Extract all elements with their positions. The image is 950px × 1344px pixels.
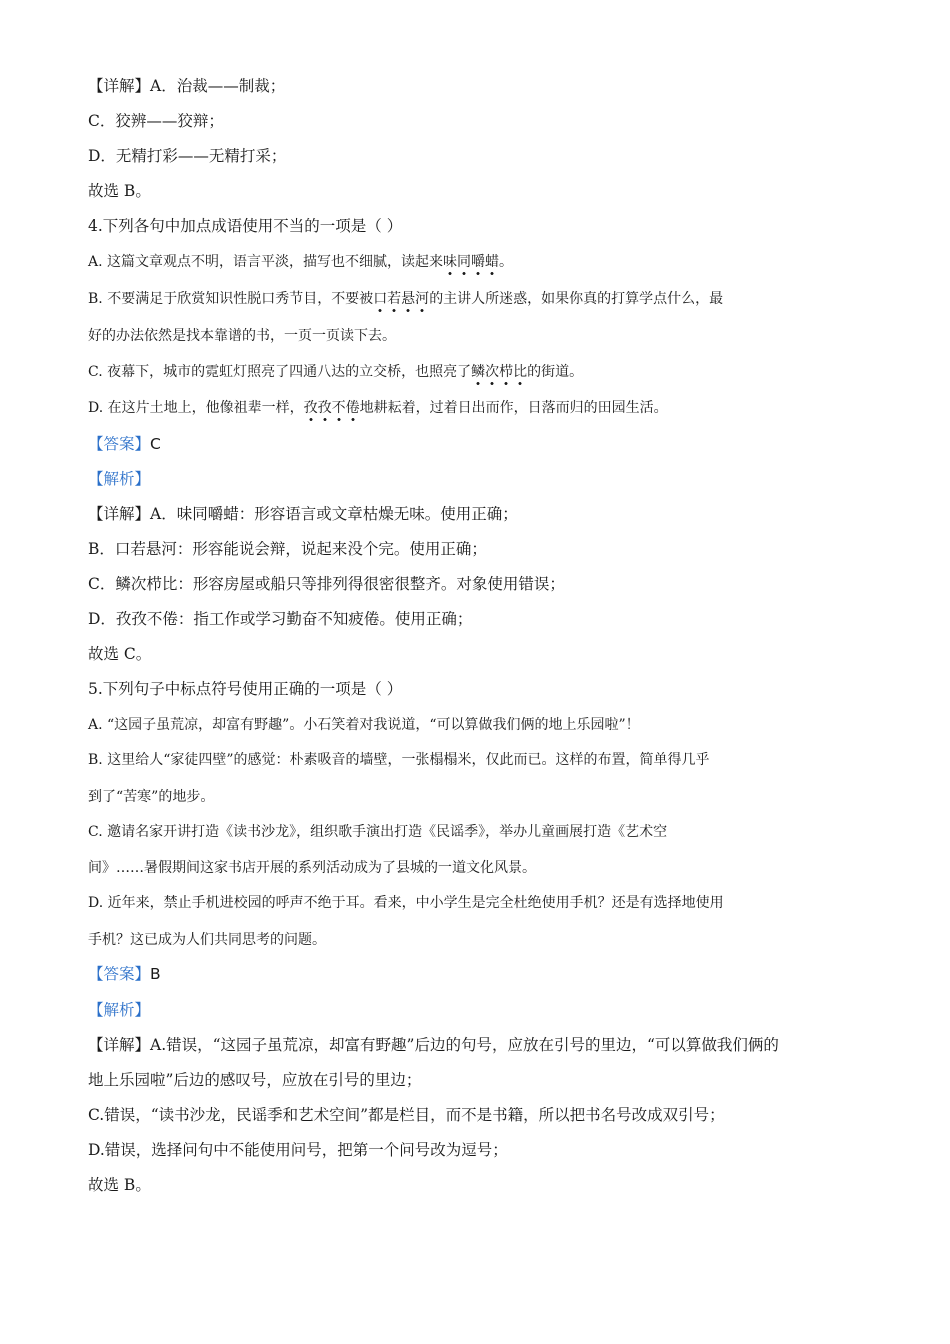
q4-detail-c: C．鳞次栉比：形容房屋或船只等排列得很密很整齐。对象使用错误； [88, 575, 565, 593]
q5-choose: 故选 B。 [88, 1176, 151, 1194]
q4-detail-a: 【详解】A．味同嚼蜡：形容语言或文章枯燥无味。使用正确； [88, 505, 518, 523]
question-4-stem: 4.下列各句中加点成语使用不当的一项是（ ） [88, 217, 403, 235]
option-text: B. 不要满足于欣赏知识性脱口秀节目，不要被 [88, 291, 374, 307]
q5-option-a: A. “这园子虽荒凉，却富有野趣”。小石笑着对我说道，“可以算做我们俩的地上乐园啦”！ [88, 717, 640, 733]
q5-option-c: C. 邀请名家开讲打造《读书沙龙》，组织歌手演出打造《民谣季》，举办儿童画展打造《艺术空 [88, 824, 668, 840]
q4-option-b-cont: 好的办法依然是找本靠谱的书，一页一页读下去。 [88, 328, 396, 344]
q5-analysis-label: 【解析】 [88, 1001, 151, 1019]
choose-line: 故选 B。 [88, 182, 151, 200]
q5-option-b: B. 这里给人“家徒四壁”的感觉：朴素吸音的墙壁，一张榻榻米，仅此而已。这样的布置，简单得几乎 [88, 752, 710, 768]
q4-choose: 故选 C。 [88, 645, 152, 663]
q5-detail-d: D.错误，选择问句中不能使用问号，把第一个问号改为逗号； [88, 1141, 508, 1159]
q4-option-c [88, 362, 583, 382]
dotted-idiom: 味同嚼蜡 [443, 254, 499, 276]
dotted-idiom: 鳞次栉比 [471, 364, 527, 386]
answer-value: C [150, 435, 161, 453]
detail-line: C．狡辨——狡辩； [88, 112, 224, 130]
dotted-idiom: 口若悬河 [373, 291, 429, 313]
q4-detail-b: B．口若悬河：形容能说会辩，说起来没个完。使用正确； [88, 540, 487, 558]
option-text: A. 这篇文章观点不明，语言平淡，描写也不细腻，读起来 [88, 254, 444, 270]
question-5-stem: 5.下列句子中标点符号使用正确的一项是（ ） [88, 680, 403, 698]
q4-detail-d: D．孜孜不倦：指工作或学习勤奋不知疲倦。使用正确； [88, 610, 473, 628]
q5-option-d-cont: 手机？这已成为人们共同思考的问题。 [88, 932, 326, 948]
option-text: 。 [499, 254, 514, 270]
q5-answer [88, 964, 161, 984]
option-text: 地耕耘着，过着日出而作，日落而归的田园生活。 [359, 400, 668, 416]
option-text: D. 在这片土地上，他像祖辈一样， [88, 400, 304, 416]
answer-label: 【答案】 [88, 965, 151, 983]
q4-option-d [88, 398, 668, 418]
q5-detail-c: C.错误，“读书沙龙，民谣季和艺术空间”都是栏目，而不是书籍，所以把书名号改成双引号； [88, 1106, 725, 1124]
detail-line: 【详解】A．治裁——制裁； [88, 77, 286, 95]
q5-detail-a-cont: 地上乐园啦”后边的感叹号，应放在引号的里边； [88, 1071, 422, 1089]
detail-line: D．无精打彩——无精打采； [88, 147, 287, 165]
q4-analysis-label: 【解析】 [88, 470, 151, 488]
option-text: 的街道。 [527, 364, 584, 380]
answer-label: 【答案】 [88, 435, 151, 453]
q5-option-c-cont: 间》……暑假期间这家书店开展的系列活动成为了县城的一道文化风景。 [88, 860, 536, 876]
q5-option-b-cont: 到了“苦寒”的地步。 [88, 789, 215, 805]
q5-detail-a: 【详解】A.错误，“这园子虽荒凉，却富有野趣”后边的句号，应放在引号的里边，“可以算做我们俩的 [88, 1036, 779, 1054]
q4-answer [88, 434, 161, 454]
answer-value: B [150, 965, 161, 983]
q4-option-b [88, 289, 723, 309]
option-text: C. 夜幕下，城市的霓虹灯照亮了四通八达的立交桥，也照亮了 [88, 364, 472, 380]
dotted-idiom: 孜孜不倦 [304, 400, 360, 422]
option-text: 的主讲人所迷惑，如果你真的打算学点什么，最 [429, 291, 724, 307]
q4-option-a [88, 252, 513, 272]
q5-option-d: D. 近年来，禁止手机进校园的呼声不绝于耳。看来，中小学生是完全杜绝使用手机？还是有选择地使用 [88, 895, 724, 911]
